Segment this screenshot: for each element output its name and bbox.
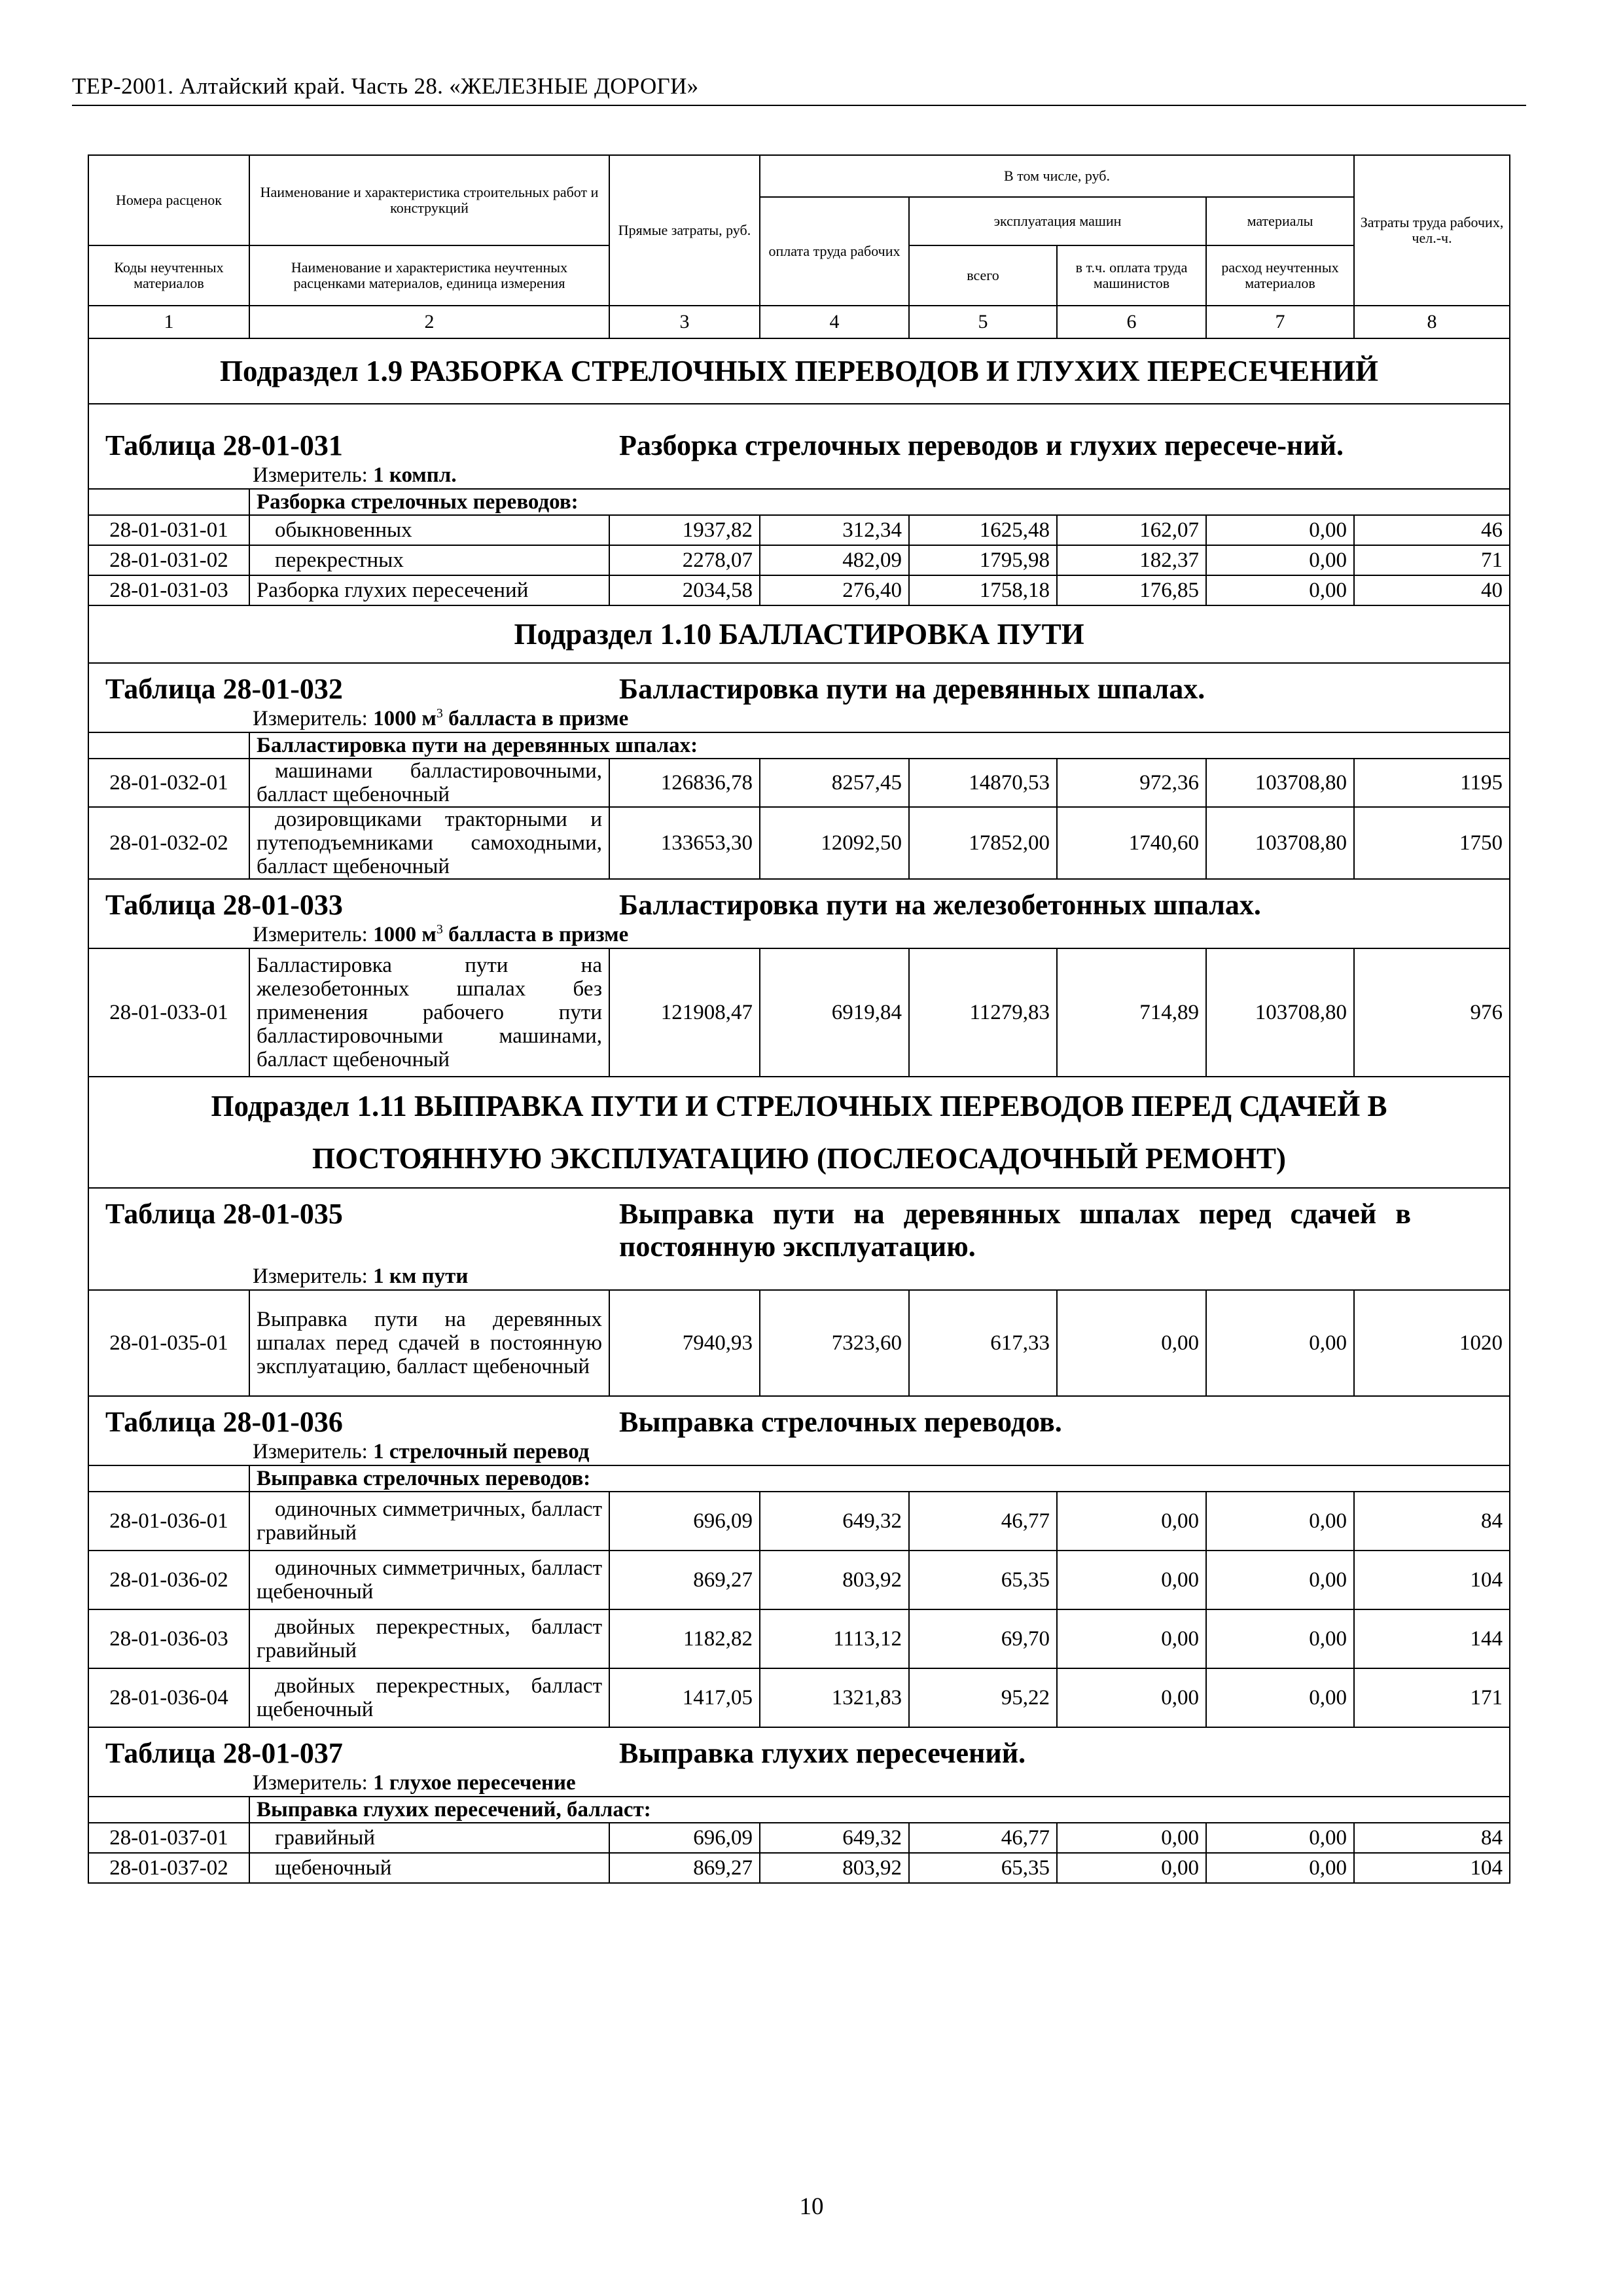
table-measure (89, 922, 1509, 948)
table-row (88, 1609, 1510, 1668)
value-direct: 2278,07 (609, 545, 760, 575)
value-hours: 171 (1354, 1668, 1510, 1727)
rate-code: 28-01-031-02 (88, 545, 249, 575)
rate-code: 28-01-031-03 (88, 575, 249, 605)
rate-description: щебеночный (249, 1853, 609, 1883)
value-machinists: 1740,60 (1057, 807, 1206, 879)
table-row (88, 545, 1510, 575)
value-materials: 103708,80 (1206, 948, 1354, 1077)
value-materials: 103708,80 (1206, 759, 1354, 807)
value-hours: 1750 (1354, 807, 1510, 879)
col-header-material-codes: Коды неучтенных материалов (88, 245, 249, 306)
value-materials: 0,00 (1206, 1609, 1354, 1668)
col-header-labor-pay: оплата труда рабочих (760, 197, 909, 306)
value-labor: 312,34 (760, 515, 909, 545)
table-row (88, 1853, 1510, 1883)
value-labor: 7323,60 (760, 1290, 909, 1396)
value-hours: 71 (1354, 545, 1510, 575)
value-direct: 869,27 (609, 1853, 760, 1883)
measure-value: 1 компл. (373, 463, 457, 487)
value-direct: 2034,58 (609, 575, 760, 605)
table-row (88, 948, 1510, 1077)
value-materials: 0,00 (1206, 515, 1354, 545)
value-direct: 696,09 (609, 1492, 760, 1551)
value-direct: 126836,78 (609, 759, 760, 807)
measure-value: 1 глухое пересечение (373, 1771, 576, 1795)
group-spacer (88, 1465, 249, 1492)
col-header-machinist-pay: в т.ч. оплата труда машинистов (1057, 245, 1206, 306)
value-materials: 0,00 (1206, 1492, 1354, 1551)
rate-description: Балластировка пути на железобетонных шпалах без применения рабочего пути балластировочными машинами, балласт щебеночный (249, 948, 609, 1077)
page-number: 10 (799, 2193, 824, 2220)
subsection-title: Подраздел 1.9 РАЗБОРКА СТРЕЛОЧНЫХ ПЕРЕВОДОВ И ГЛУХИХ ПЕРЕСЕЧЕНИЙ (88, 338, 1510, 404)
table-title: Балластировка пути на деревянных шпалах. (619, 673, 1205, 705)
col-number: 8 (1354, 306, 1510, 338)
table-number: Таблица 28-01-033 (105, 889, 343, 921)
value-machines: 17852,00 (909, 807, 1057, 879)
group-label: Разборка стрелочных переводов: (249, 489, 1510, 515)
table-number: Таблица 28-01-036 (105, 1406, 343, 1438)
value-direct: 133653,30 (609, 807, 760, 879)
table-heading-row (89, 1397, 1509, 1439)
group-spacer (88, 489, 249, 515)
value-machinists: 0,00 (1057, 1492, 1206, 1551)
table-row (88, 807, 1510, 879)
value-materials: 0,00 (1206, 575, 1354, 605)
value-direct: 696,09 (609, 1823, 760, 1853)
col-header-machine-operation: эксплуатация машин (909, 197, 1206, 245)
subsection-title (88, 1077, 1510, 1188)
rate-description: гравийный (249, 1823, 609, 1853)
rate-description: обыкновенных (249, 515, 609, 545)
value-machines: 95,22 (909, 1668, 1057, 1727)
value-labor: 12092,50 (760, 807, 909, 879)
value-machines: 69,70 (909, 1609, 1057, 1668)
col-header-material-names: Наименование и характеристика неучтенных расценками материалов, единица измерения (249, 245, 609, 306)
measure-label: Измеритель: (253, 1771, 368, 1795)
value-machines: 11279,83 (909, 948, 1057, 1077)
table-title: Балластировка пути на железобетонных шпалах. (619, 889, 1261, 921)
measure-label: Измеритель: (253, 707, 368, 730)
measure-superscript: 3 (436, 706, 443, 721)
rate-code: 28-01-037-01 (88, 1823, 249, 1853)
rate-code: 28-01-033-01 (88, 948, 249, 1077)
table-measure (89, 1263, 1509, 1289)
rate-description: дозировщиками тракторными и путеподъемниками самоходными, балласт щебеночный (249, 807, 609, 879)
value-labor: 1321,83 (760, 1668, 909, 1727)
value-machines: 1758,18 (909, 575, 1057, 605)
group-label: Выправка глухих пересечений, балласт: (249, 1797, 1510, 1823)
value-machinists: 0,00 (1057, 1823, 1206, 1853)
measure-value: 1 км пути (373, 1265, 469, 1288)
table-heading-row (89, 880, 1509, 922)
measure-value: 1000 м (373, 923, 437, 946)
value-labor: 803,92 (760, 1853, 909, 1883)
rate-description: машинами балластировочными, балласт щебеночный (249, 759, 609, 807)
table-row (88, 1290, 1510, 1396)
value-machinists: 0,00 (1057, 1853, 1206, 1883)
value-labor: 649,32 (760, 1492, 909, 1551)
value-direct: 121908,47 (609, 948, 760, 1077)
subsection-title-line: Подраздел 1.11 ВЫПРАВКА ПУТИ И СТРЕЛОЧНЫХ ПЕРЕВОДОВ ПЕРЕД СДАЧЕЙ В ПОСТОЯННУЮ ЭКСПЛУАТАЦИЮ (ПОСЛЕОСАДОЧНЫЙ РЕМОНТ) (211, 1090, 1387, 1175)
rate-code: 28-01-031-01 (88, 515, 249, 545)
value-hours: 104 (1354, 1551, 1510, 1609)
value-materials: 0,00 (1206, 545, 1354, 575)
col-number: 3 (609, 306, 760, 338)
value-machinists: 972,36 (1057, 759, 1206, 807)
table-heading-row (89, 1189, 1509, 1263)
value-hours: 84 (1354, 1492, 1510, 1551)
value-materials: 0,00 (1206, 1668, 1354, 1727)
table-number: Таблица 28-01-035 (105, 1198, 343, 1230)
value-hours: 40 (1354, 575, 1510, 605)
value-direct: 1937,82 (609, 515, 760, 545)
col-header-including: В том числе, руб. (760, 155, 1354, 197)
value-machines: 65,35 (909, 1551, 1057, 1609)
value-machinists: 0,00 (1057, 1668, 1206, 1727)
value-labor: 6919,84 (760, 948, 909, 1077)
measure-suffix: балласта в призме (442, 707, 629, 730)
table-heading (88, 1396, 1510, 1465)
value-machinists: 0,00 (1057, 1290, 1206, 1396)
value-labor: 1113,12 (760, 1609, 909, 1668)
value-machines: 46,77 (909, 1492, 1057, 1551)
table-measure (89, 462, 1509, 488)
rate-code: 28-01-037-02 (88, 1853, 249, 1883)
table-row (88, 1823, 1510, 1853)
table-row (88, 575, 1510, 605)
header-rule (72, 105, 1526, 106)
rate-description: двойных перекрестных, балласт щебеночный (249, 1668, 609, 1727)
value-direct: 1417,05 (609, 1668, 760, 1727)
col-number: 2 (249, 306, 609, 338)
value-labor: 276,40 (760, 575, 909, 605)
col-number: 7 (1206, 306, 1354, 338)
value-machines: 1625,48 (909, 515, 1057, 545)
table-row (88, 759, 1510, 807)
value-machines: 617,33 (909, 1290, 1057, 1396)
measure-label: Измеритель: (253, 1265, 368, 1288)
table-row (88, 515, 1510, 545)
table-title: Выправка пути на деревянных шпалах перед сдачей в постоянную эксплуатацию. (619, 1198, 1412, 1263)
group-spacer (88, 732, 249, 759)
value-hours: 1020 (1354, 1290, 1510, 1396)
table-heading-row (89, 1728, 1509, 1770)
table-measure (89, 706, 1509, 732)
col-number: 5 (909, 306, 1057, 338)
value-labor: 803,92 (760, 1551, 909, 1609)
table-heading (88, 879, 1510, 948)
table-heading (88, 404, 1510, 489)
col-number: 4 (760, 306, 909, 338)
col-header-direct-costs: Прямые затраты, руб. (609, 155, 760, 306)
table-title: Выправка глухих пересечений. (619, 1737, 1026, 1769)
value-hours: 46 (1354, 515, 1510, 545)
table-number: Таблица 28-01-037 (105, 1737, 343, 1769)
table-heading (88, 1188, 1510, 1290)
col-header-machine-total: всего (909, 245, 1057, 306)
rate-code: 28-01-036-03 (88, 1609, 249, 1668)
value-machinists: 0,00 (1057, 1609, 1206, 1668)
table-row (88, 1551, 1510, 1609)
measure-suffix: балласта в призме (442, 923, 629, 946)
value-machinists: 182,37 (1057, 545, 1206, 575)
measure-label: Измеритель: (253, 923, 368, 946)
measure-value: 1000 м (373, 707, 437, 730)
measure-label: Измеритель: (253, 463, 368, 487)
col-header-rate-number: Номера расценок (88, 155, 249, 245)
value-materials: 103708,80 (1206, 807, 1354, 879)
measure-superscript: 3 (436, 922, 443, 937)
rate-code: 28-01-036-04 (88, 1668, 249, 1727)
measure-label: Измеритель: (253, 1440, 368, 1463)
table-row (88, 1492, 1510, 1551)
value-labor: 482,09 (760, 545, 909, 575)
value-machines: 65,35 (909, 1853, 1057, 1883)
table-number: Таблица 28-01-032 (105, 673, 343, 705)
value-machinists: 176,85 (1057, 575, 1206, 605)
group-spacer (88, 1797, 249, 1823)
col-number: 6 (1057, 306, 1206, 338)
col-header-unaccounted-materials: расход неучтенных материалов (1206, 245, 1354, 306)
rate-code: 28-01-035-01 (88, 1290, 249, 1396)
value-hours: 1195 (1354, 759, 1510, 807)
value-hours: 976 (1354, 948, 1510, 1077)
table-heading (88, 1727, 1510, 1797)
table-title: Выправка стрелочных переводов. (619, 1406, 1062, 1438)
table-row (88, 1668, 1510, 1727)
group-label: Балластировка пути на деревянных шпалах: (249, 732, 1510, 759)
table-title: Разборка стрелочных переводов и глухих пересече-ний. (619, 429, 1344, 461)
table-heading-row (89, 664, 1509, 706)
col-header-materials: материалы (1206, 197, 1354, 245)
value-machines: 46,77 (909, 1823, 1057, 1853)
value-labor: 8257,45 (760, 759, 909, 807)
value-machinists: 162,07 (1057, 515, 1206, 545)
col-number: 1 (88, 306, 249, 338)
value-materials: 0,00 (1206, 1290, 1354, 1396)
value-materials: 0,00 (1206, 1551, 1354, 1609)
value-hours: 144 (1354, 1609, 1510, 1668)
value-hours: 84 (1354, 1823, 1510, 1853)
col-header-work-name: Наименование и характеристика строительных работ и конструкций (249, 155, 609, 245)
value-labor: 649,32 (760, 1823, 909, 1853)
table-heading (88, 663, 1510, 732)
rate-description: перекрестных (249, 545, 609, 575)
rate-description: двойных перекрестных, балласт гравийный (249, 1609, 609, 1668)
rate-code: 28-01-032-01 (88, 759, 249, 807)
value-hours: 104 (1354, 1853, 1510, 1883)
value-materials: 0,00 (1206, 1853, 1354, 1883)
value-machines: 14870,53 (909, 759, 1057, 807)
value-machinists: 0,00 (1057, 1551, 1206, 1609)
value-materials: 0,00 (1206, 1823, 1354, 1853)
rate-description: одиночных симметричных, балласт гравийный (249, 1492, 609, 1551)
value-direct: 869,27 (609, 1551, 760, 1609)
table-number: Таблица 28-01-031 (105, 429, 343, 461)
measure-value: 1 стрелочный перевод (373, 1440, 590, 1463)
value-machinists: 714,89 (1057, 948, 1206, 1077)
table-measure (89, 1770, 1509, 1796)
subsection-title: Подраздел 1.10 БАЛЛАСТИРОВКА ПУТИ (88, 605, 1510, 663)
value-direct: 1182,82 (609, 1609, 760, 1668)
page-header: ТЕР-2001. Алтайский край. Часть 28. «ЖЕЛЕЗНЫЕ ДОРОГИ» (72, 73, 699, 99)
rates-table (88, 154, 1510, 1884)
col-header-labor-hours: Затраты труда рабочих, чел.-ч. (1354, 155, 1510, 306)
rate-description: одиночных симметричных, балласт щебеночный (249, 1551, 609, 1609)
rate-description: Разборка глухих пересечений (249, 575, 609, 605)
rate-code: 28-01-036-02 (88, 1551, 249, 1609)
value-machines: 1795,98 (909, 545, 1057, 575)
group-label: Выправка стрелочных переводов: (249, 1465, 1510, 1492)
rate-code: 28-01-032-02 (88, 807, 249, 879)
table-measure (89, 1439, 1509, 1465)
rate-description: Выправка пути на деревянных шпалах перед сдачей в постоянную эксплуатацию, балласт щебеночный (249, 1290, 609, 1396)
rate-code: 28-01-036-01 (88, 1492, 249, 1551)
value-direct: 7940,93 (609, 1290, 760, 1396)
table-heading-row (89, 420, 1509, 462)
